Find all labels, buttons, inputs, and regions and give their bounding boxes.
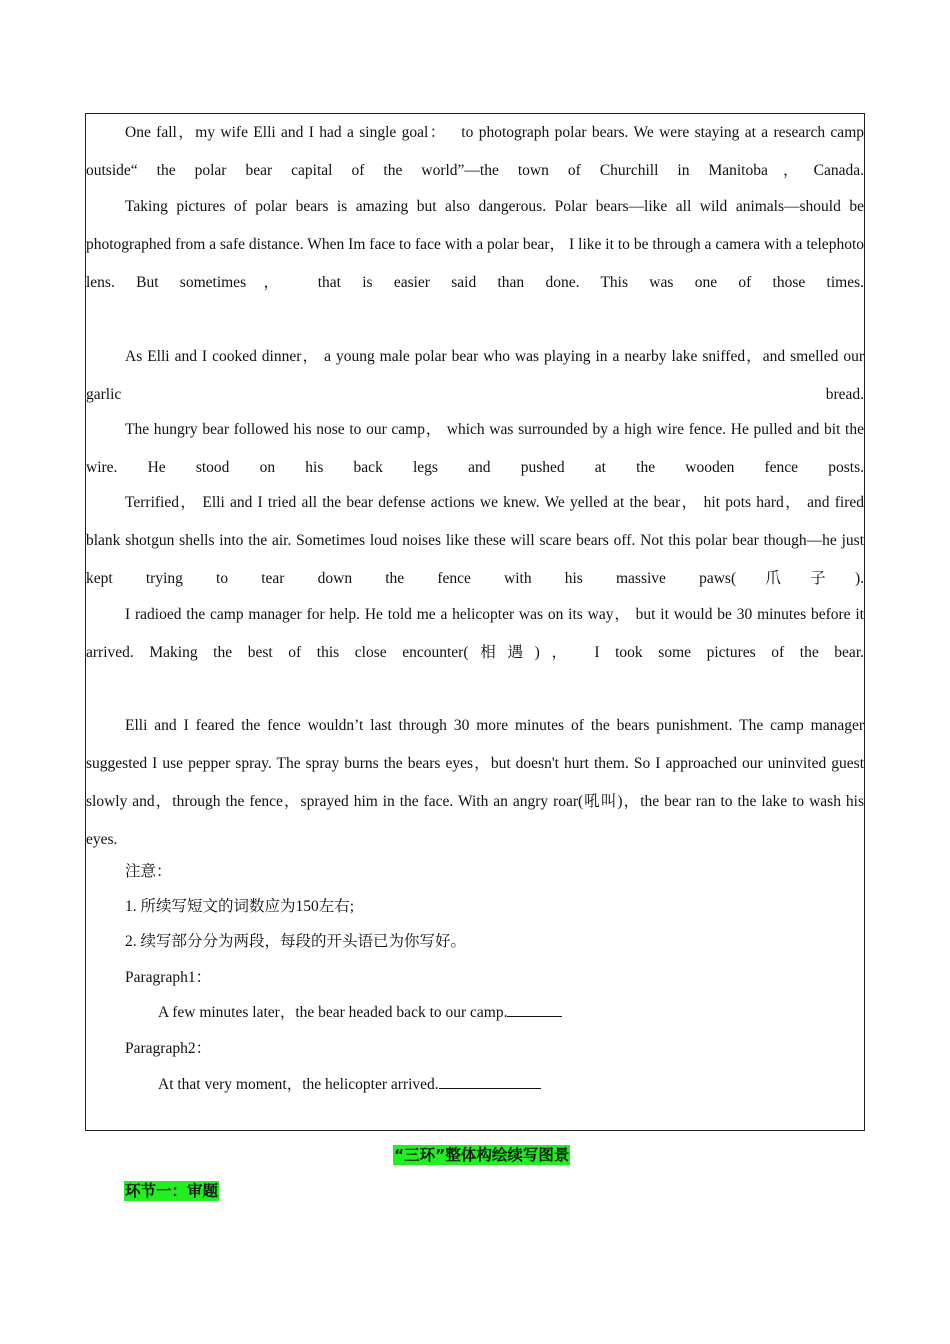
notes-heading: 注意： bbox=[125, 863, 172, 880]
paragraph1-blank bbox=[507, 1015, 562, 1017]
paragraph2-opening bbox=[158, 1067, 541, 1103]
paragraph1-label: Paragraph1： bbox=[125, 969, 212, 986]
paragraph1-opening bbox=[158, 995, 562, 1031]
story-paragraph-1: One fall，my wife Elli and I had a single goal： to photograph polar bears. We were staying at a research camp outside“ the polar bear capital of the world”—the town of Churchill in Manitoba，Canada. bbox=[86, 124, 864, 179]
story-box bbox=[85, 113, 865, 1131]
paragraph2-blank bbox=[439, 1087, 541, 1089]
note-item-1: 1. 所续写短文的词数应为150左右; bbox=[125, 898, 355, 915]
paragraph1-opening-text: A few minutes later，the bear headed back to our camp. bbox=[158, 1004, 508, 1021]
story-paragraph-4: The hungry bear followed his nose to our camp， which was surrounded by a high wire fence. He pulled and bit the wire. He stood on his back legs and pushed at the wooden fence posts. bbox=[86, 421, 864, 476]
paragraph2-label: Paragraph2： bbox=[125, 1040, 212, 1057]
story-paragraph-3: As Elli and I cooked dinner， a young male polar bear who was playing in a nearby lake sniffed，and smelled our garlic bread. bbox=[86, 348, 864, 403]
paragraph2-opening-text: At that very moment，the helicopter arrived. bbox=[158, 1076, 439, 1093]
story-paragraph-5: Terrified， Elli and I tried all the bear defense actions we knew. We yelled at the bear， hit pots hard， and fired blank shotgun shells into the air. Sometimes loud noises like these will scare bears off. Not this polar bear though—he just kept trying to tear down the fence with his massive paws(爪子). bbox=[86, 494, 864, 587]
story-paragraph-2: Taking pictures of polar bears is amazing but also dangerous. Polar bears—like all wild animals—should be photographed from a safe distance. When Im face to face with a polar bear， I like it to be through a camera with a telephoto lens. But sometimes， that is easier said than done. This was one of those times. bbox=[86, 198, 864, 291]
story-paragraph-6: I radioed the camp manager for help. He told me a helicopter was on its way， but it would be 30 minutes before it arrived. Making the best of this close encounter(相遇)， I took some pictures of the bear. bbox=[86, 606, 864, 661]
section-title: “三环”整体构绘续写图景 bbox=[394, 1146, 570, 1164]
story-paragraph-7: Elli and I feared the fence wouldn’t last through 30 more minutes of the bears punishment. The camp manager suggested I use pepper spray. The spray burns the bears eyes，but doesn't hurt them. So I approached our uninvited guest slowly and，through the fence，sprayed him in the face. With an angry roar(吼叫)，the bear ran to the lake to wash his eyes. bbox=[86, 717, 864, 848]
note-item-2: 2. 续写部分分为两段，每段的开头语已为你写好。 bbox=[125, 933, 467, 950]
step-one-heading: 环节一：审题 bbox=[125, 1182, 219, 1200]
